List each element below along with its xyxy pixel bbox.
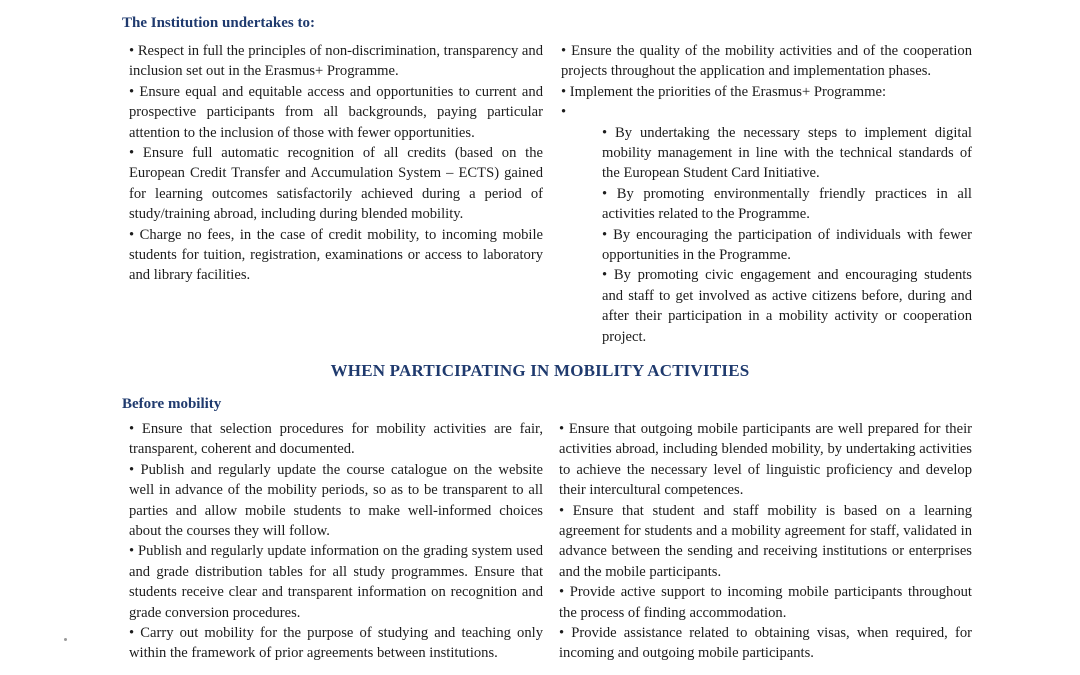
sub-list-item: • By promoting civic engagement and encouraging students and staff to get involved as active citizens before, during and after their participation in a mobility activity or cooperation project. xyxy=(602,265,972,347)
list-item: • Ensure the quality of the mobility activities and of the cooperation projects throughout the application and implementation phases. xyxy=(561,41,972,82)
list-item: • Publish and regularly update information on the grading system used and grade distribution tables for all study programmes. Ensure that students receive clear and transparent information on recognition and grade conversion procedures. xyxy=(129,541,543,623)
list-item: • Ensure that outgoing mobile participants are well prepared for their activities abroad, including blended mobility, by undertaking activities to achieve the necessary level of linguistic proficiency and develop their intercultural competences. xyxy=(559,419,972,501)
list-item: • Ensure full automatic recognition of all credits (based on the European Credit Transfer and Accumulation System – ECTS) gained for learning outcomes satisfactorily achieved during a period of study/training abroad, including during blended mobility. xyxy=(129,143,543,225)
sub-list-item: • • By undertaking the necessary steps to implement digital mobility management in line with the technical standards of the European Student Card Initiative. xyxy=(602,123,972,184)
list-item: • Carry out mobility for the purpose of studying and teaching only within the framework of prior agreements between institutions. xyxy=(129,623,543,664)
list-item: • Ensure that student and staff mobility is based on a learning agreement for students and a mobility agreement for staff, validated in advance between the sending and receiving institutions or enterprises and the mobile participants. xyxy=(559,501,972,583)
institution-right-column xyxy=(561,41,972,347)
list-item: • Implement the priorities of the Erasmus+ Programme: xyxy=(561,82,972,102)
list-item: • Ensure that selection procedures for mobility activities are fair, transparent, coherent and documented. xyxy=(129,419,543,460)
list-item: • Ensure equal and equitable access and opportunities to current and prospective participants from all backgrounds, paying particular attention to the inclusion of those with fewer opportunities. xyxy=(129,82,543,143)
sub-list-item: • By encouraging the participation of individuals with fewer opportunities in the Programme. xyxy=(602,225,972,266)
list-item: • Respect in full the principles of non-discrimination, transparency and inclusion set out in the Erasmus+ Programme. xyxy=(129,41,543,82)
list-item: • Provide active support to incoming mobile participants throughout the process of finding accommodation. xyxy=(559,582,972,623)
margin-mark xyxy=(64,638,67,641)
list-item: • Provide assistance related to obtaining visas, when required, for incoming and outgoing mobile participants. xyxy=(559,623,972,664)
institution-left-column xyxy=(129,41,543,286)
institution-heading: The Institution undertakes to: xyxy=(122,15,315,31)
before-left-column xyxy=(129,419,543,664)
sub-list-item: • By promoting environmentally friendly practices in all activities related to the Programme. xyxy=(602,184,972,225)
before-right-column xyxy=(559,419,972,664)
list-item: • Publish and regularly update the course catalogue on the website well in advance of the mobility periods, so as to be transparent to all parties and allow mobile students to make well-informed choices about the courses they will follow. xyxy=(129,460,543,542)
priorities-group xyxy=(561,102,972,347)
priorities-sublist xyxy=(561,123,972,347)
before-mobility-heading: Before mobility xyxy=(122,396,222,412)
list-item: • Charge no fees, in the case of credit mobility, to incoming mobile students for tuition, registration, examinations or access to laboratory and library facilities. xyxy=(129,225,543,286)
section-title: WHEN PARTICIPATING IN MOBILITY ACTIVITIES xyxy=(330,361,750,380)
